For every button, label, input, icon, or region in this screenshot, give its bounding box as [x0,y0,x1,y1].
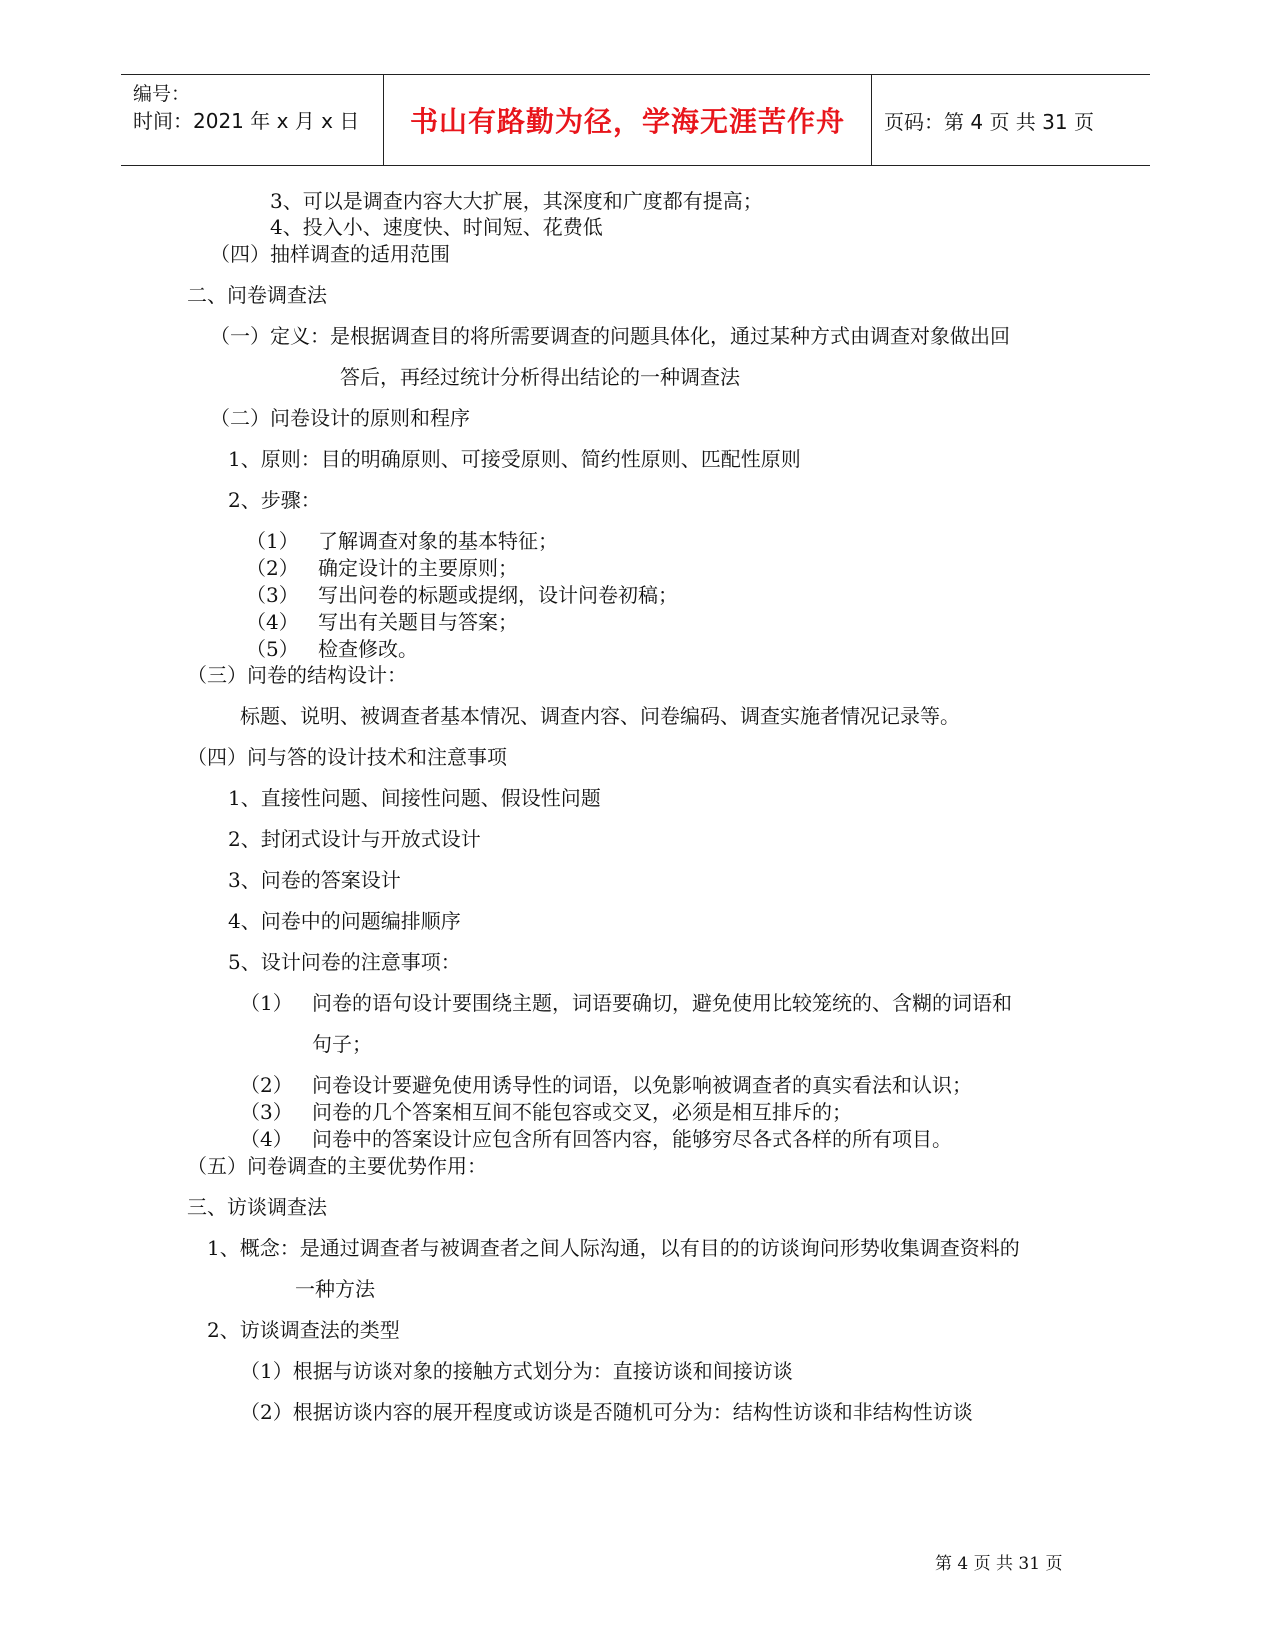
list-item-label: （1） [246,529,299,553]
list-item-label: （4） [240,1127,293,1151]
chapter-heading: 三、访谈调查法 [187,1195,327,1219]
document-number-label: 编号： [133,83,191,105]
body-line: （1）根据与访谈对象的接触方式划分为：直接访谈和间接访谈 [240,1359,793,1383]
list-item [246,609,518,635]
list-item-text: 问卷中的答案设计应包含所有回答内容，能够穷尽各式各样的所有项目。 [312,1127,952,1151]
list-item-text: 问卷设计要避免使用诱导性的词语，以免影响被调查者的真实看法和认识； [312,1073,972,1097]
section-heading: （二）问卷设计的原则和程序 [210,406,470,430]
header-motto: 书山有路勤为径，学海无涯苦作舟 [409,105,845,138]
section-heading: （三）问卷的结构设计： [187,663,407,687]
list-item-text: 写出问卷的标题或提纲，设计问卷初稿； [318,583,678,607]
page-footer: 第 4 页 共 31 页 [935,1554,1063,1574]
list-item-text: 问卷的语句设计要围绕主题，词语要确切，避免使用比较笼统的、含糊的词语和 [312,991,1012,1015]
body-line: 4、问卷中的问题编排顺序 [228,909,461,933]
list-item-label: （4） [246,610,299,634]
list-item-label: （5） [246,637,299,661]
list-item-text: 确定设计的主要原则； [318,556,518,580]
body-line: （2）根据访谈内容的展开程度或访谈是否随机可分为：结构性访谈和非结构性访谈 [240,1400,973,1424]
list-item-label: （3） [246,583,299,607]
section-heading: （四）抽样调查的适用范围 [210,242,450,266]
section-heading: （四）问与答的设计技术和注意事项 [187,745,507,769]
list-item-label: （3） [240,1100,293,1124]
body-line: 1、直接性问题、间接性问题、假设性问题 [228,786,601,810]
section-heading: （五）问卷调查的主要优势作用： [187,1154,487,1178]
body-line: 标题、说明、被调查者基本情况、调查内容、问卷编码、调查实施者情况记录等。 [240,704,960,728]
body-line: 2、封闭式设计与开放式设计 [228,827,481,851]
body-line: 一种方法 [295,1277,375,1301]
list-item [246,636,418,662]
list-item [240,1099,852,1125]
list-item [240,990,1012,1016]
list-item [240,1072,972,1098]
list-item-text: 问卷的几个答案相互间不能包容或交叉，必须是相互排斥的； [312,1100,852,1124]
body-line: 答后，再经过统计分析得出结论的一种调查法 [340,365,740,389]
list-item [246,582,678,608]
document-time-label: 时间：2021 年 x 月 x 日 [133,109,360,133]
body-line: （一）定义：是根据调查目的将所需要调查的问题具体化，通过某种方式由调查对象做出回 [210,324,1010,348]
section-heading: 2、访谈调查法的类型 [207,1318,400,1342]
chapter-heading: 二、问卷调查法 [187,283,327,307]
body-line: 2、步骤： [228,488,321,512]
header-center-cell [384,75,872,165]
list-item-text: 了解调查对象的基本特征； [318,529,558,553]
body-line: 1、概念：是通过调查者与被调查者之间人际沟通，以有目的的访谈询问形势收集调查资料的 [207,1236,1020,1260]
body-line: 3、问卷的答案设计 [228,868,401,892]
body-line: 1、原则：目的明确原则、可接受原则、简约性原则、匹配性原则 [228,447,801,471]
header-page-code: 页码：第 4 页 共 31 页 [884,109,1094,134]
header-table [121,74,1150,166]
list-item [246,555,518,581]
body-line: 句子； [312,1032,372,1056]
list-item-text: 写出有关题目与答案； [318,610,518,634]
body-line: 5、设计问卷的注意事项： [228,950,461,974]
list-item [240,1126,952,1152]
list-item [246,528,558,554]
list-item-label: （2） [246,556,299,580]
list-item-text: 检查修改。 [318,637,418,661]
body-line: 4、投入小、速度快、时间短、花费低 [270,215,603,239]
list-item-label: （2） [240,1073,293,1097]
header-left-cell [121,75,384,165]
list-item-label: （1） [240,991,293,1015]
body-line: 3、可以是调查内容大大扩展，其深度和广度都有提高； [270,189,763,213]
header-right-cell [872,75,1150,165]
